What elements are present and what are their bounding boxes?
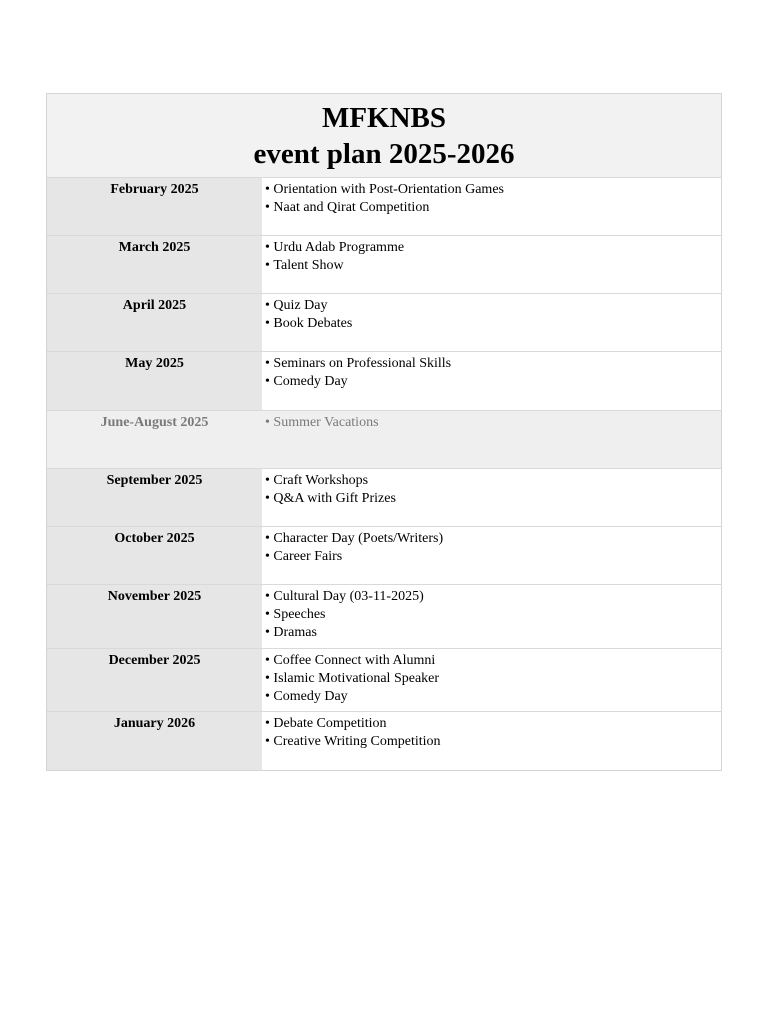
event-item: • Talent Show	[265, 257, 721, 275]
events-cell	[262, 178, 721, 235]
events-cell	[262, 411, 721, 468]
month-cell: October 2025	[47, 527, 262, 584]
event-item: • Comedy Day	[265, 373, 721, 391]
month-cell: January 2026	[47, 712, 262, 770]
table-row	[47, 178, 721, 236]
event-item: • Speeches	[265, 606, 721, 624]
event-item: • Character Day (Poets/Writers)	[265, 530, 721, 548]
table-row	[47, 236, 721, 294]
event-item: • Debate Competition	[265, 715, 721, 733]
events-cell	[262, 236, 721, 293]
table-row	[47, 469, 721, 527]
event-item: • Comedy Day	[265, 688, 721, 706]
event-item: • Summer Vacations	[265, 414, 721, 432]
table-row	[47, 585, 721, 649]
event-item: • Urdu Adab Programme	[265, 239, 721, 257]
month-cell: February 2025	[47, 178, 262, 235]
table-row	[47, 352, 721, 411]
table-row	[47, 649, 721, 712]
event-item: • Q&A with Gift Prizes	[265, 490, 721, 508]
month-cell: April 2025	[47, 294, 262, 351]
table-row	[47, 712, 721, 770]
event-item: • Islamic Motivational Speaker	[265, 670, 721, 688]
events-cell	[262, 469, 721, 526]
event-item: • Creative Writing Competition	[265, 733, 721, 751]
plan-title: event plan 2025-2026	[253, 138, 515, 170]
events-cell	[262, 352, 721, 410]
event-item: • Cultural Day (03-11-2025)	[265, 588, 721, 606]
event-item: • Seminars on Professional Skills	[265, 355, 721, 373]
event-item: • Orientation with Post-Orientation Games	[265, 181, 721, 199]
month-cell: December 2025	[47, 649, 262, 711]
month-cell: June-August 2025	[47, 411, 262, 468]
table-row-vacation	[47, 411, 721, 469]
events-cell	[262, 649, 721, 711]
event-item: • Naat and Qirat Competition	[265, 199, 721, 217]
event-plan-table	[46, 93, 722, 771]
title-block	[47, 94, 721, 178]
month-cell: September 2025	[47, 469, 262, 526]
month-cell: March 2025	[47, 236, 262, 293]
month-cell: May 2025	[47, 352, 262, 410]
events-cell	[262, 527, 721, 584]
event-item: • Craft Workshops	[265, 472, 721, 490]
table-row	[47, 294, 721, 352]
event-item: • Quiz Day	[265, 297, 721, 315]
events-cell	[262, 712, 721, 770]
table-row	[47, 527, 721, 585]
month-cell: November 2025	[47, 585, 262, 648]
org-title: MFKNBS	[321, 102, 447, 134]
event-item: • Coffee Connect with Alumni	[265, 652, 721, 670]
event-item: • Book Debates	[265, 315, 721, 333]
events-cell	[262, 294, 721, 351]
event-item: • Career Fairs	[265, 548, 721, 566]
events-cell	[262, 585, 721, 648]
event-item: • Dramas	[265, 624, 721, 642]
